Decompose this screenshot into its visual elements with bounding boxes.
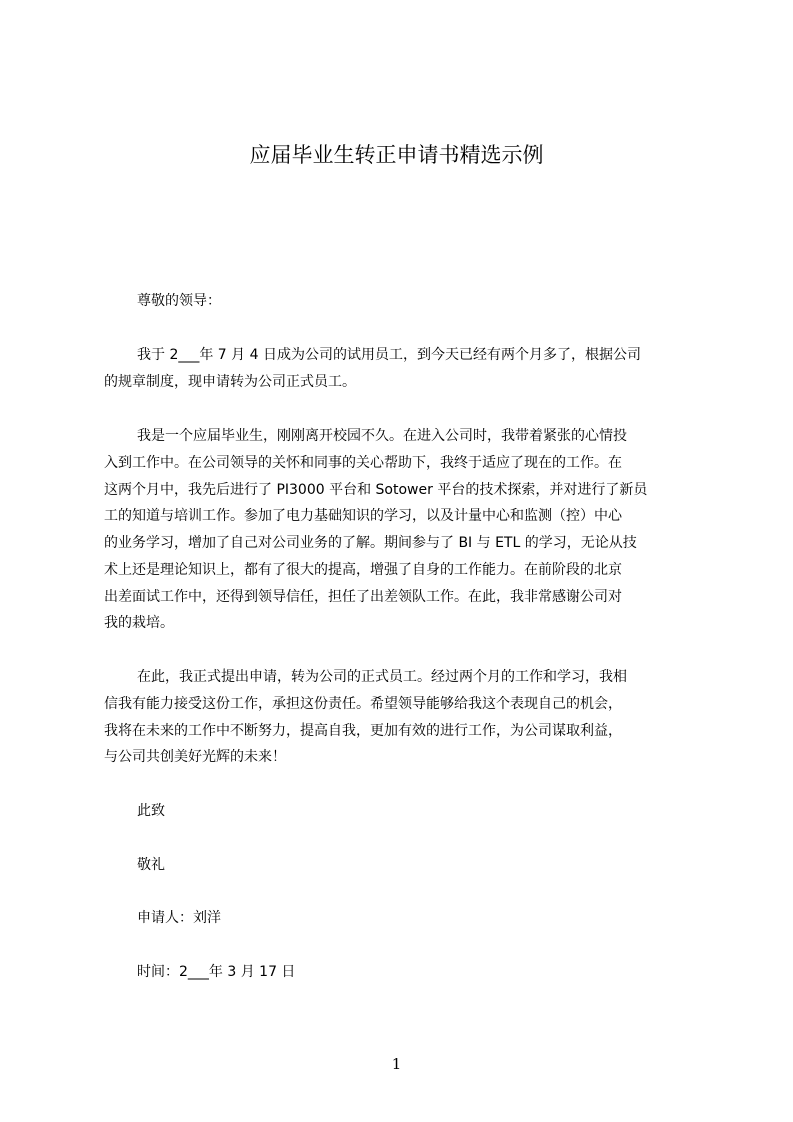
paragraph-3-line-1: 在此，我正式提出申请，转为公司的正式员工。经过两个月的工作和学习，我相 <box>137 669 627 685</box>
document-title: 应届毕业生转正申请书精选示例 <box>249 143 544 167</box>
paragraph-2-line-4: 工的知道与培训工作。参加了电力基础知识的学习，以及计量中心和监测（控）中心 <box>104 508 622 524</box>
application-date: 时间：2___年 3 月 17 日 <box>137 964 296 980</box>
paragraph-3-line-3: 我将在未来的工作中不断努力，提高自我，更加有效的进行工作，为公司谋取利益， <box>104 723 622 739</box>
paragraph-2-line-6: 术上还是理论知识上，都有了很大的提高，增强了自身的工作能力。在前阶段的北京 <box>104 562 622 578</box>
closing-cizhi: 此致 <box>137 803 165 819</box>
paragraph-2-line-2: 入到工作中。在公司领导的关怀和同事的关心帮助下，我终于适应了现在的工作。在 <box>104 455 622 471</box>
paragraph-3-line-2: 信我有能力接受这份工作，承担这份责任。希望领导能够给我这个表现自己的机会， <box>104 696 622 712</box>
paragraph-2-line-5: 的业务学习，增加了自己对公司业务的了解。期间参与了 BI 与 ETL 的学习，无论从技 <box>104 535 637 551</box>
salutation: 尊敬的领导： <box>137 293 221 309</box>
page-number: 1 <box>391 1055 402 1073</box>
paragraph-2-line-7: 出差面试工作中，还得到领导信任，担任了出差领队工作。在此，我非常感谢公司对 <box>104 589 622 605</box>
paragraph-2-line-1: 我是一个应届毕业生，刚刚离开校园不久。在进入公司时，我带着紧张的心情投 <box>137 428 627 444</box>
paragraph-2-line-3: 这两个月中，我先后进行了 PI3000 平台和 Sotower 平台的技术探索，并对进行了新员 <box>104 482 648 498</box>
applicant-name: 申请人：刘洋 <box>137 910 221 926</box>
paragraph-3-line-4: 与公司共创美好光辉的未来！ <box>104 749 286 765</box>
paragraph-1-line-1: 我于 2___年 7 月 4 日成为公司的试用员工，到今天已经有两个月多了，根据公司 <box>137 347 641 363</box>
paragraph-2-line-8: 我的栽培。 <box>104 615 174 631</box>
paragraph-1-line-2: 的规章制度，现申请转为公司正式员工。 <box>104 374 356 390</box>
closing-jingli: 敬礼 <box>137 857 165 873</box>
